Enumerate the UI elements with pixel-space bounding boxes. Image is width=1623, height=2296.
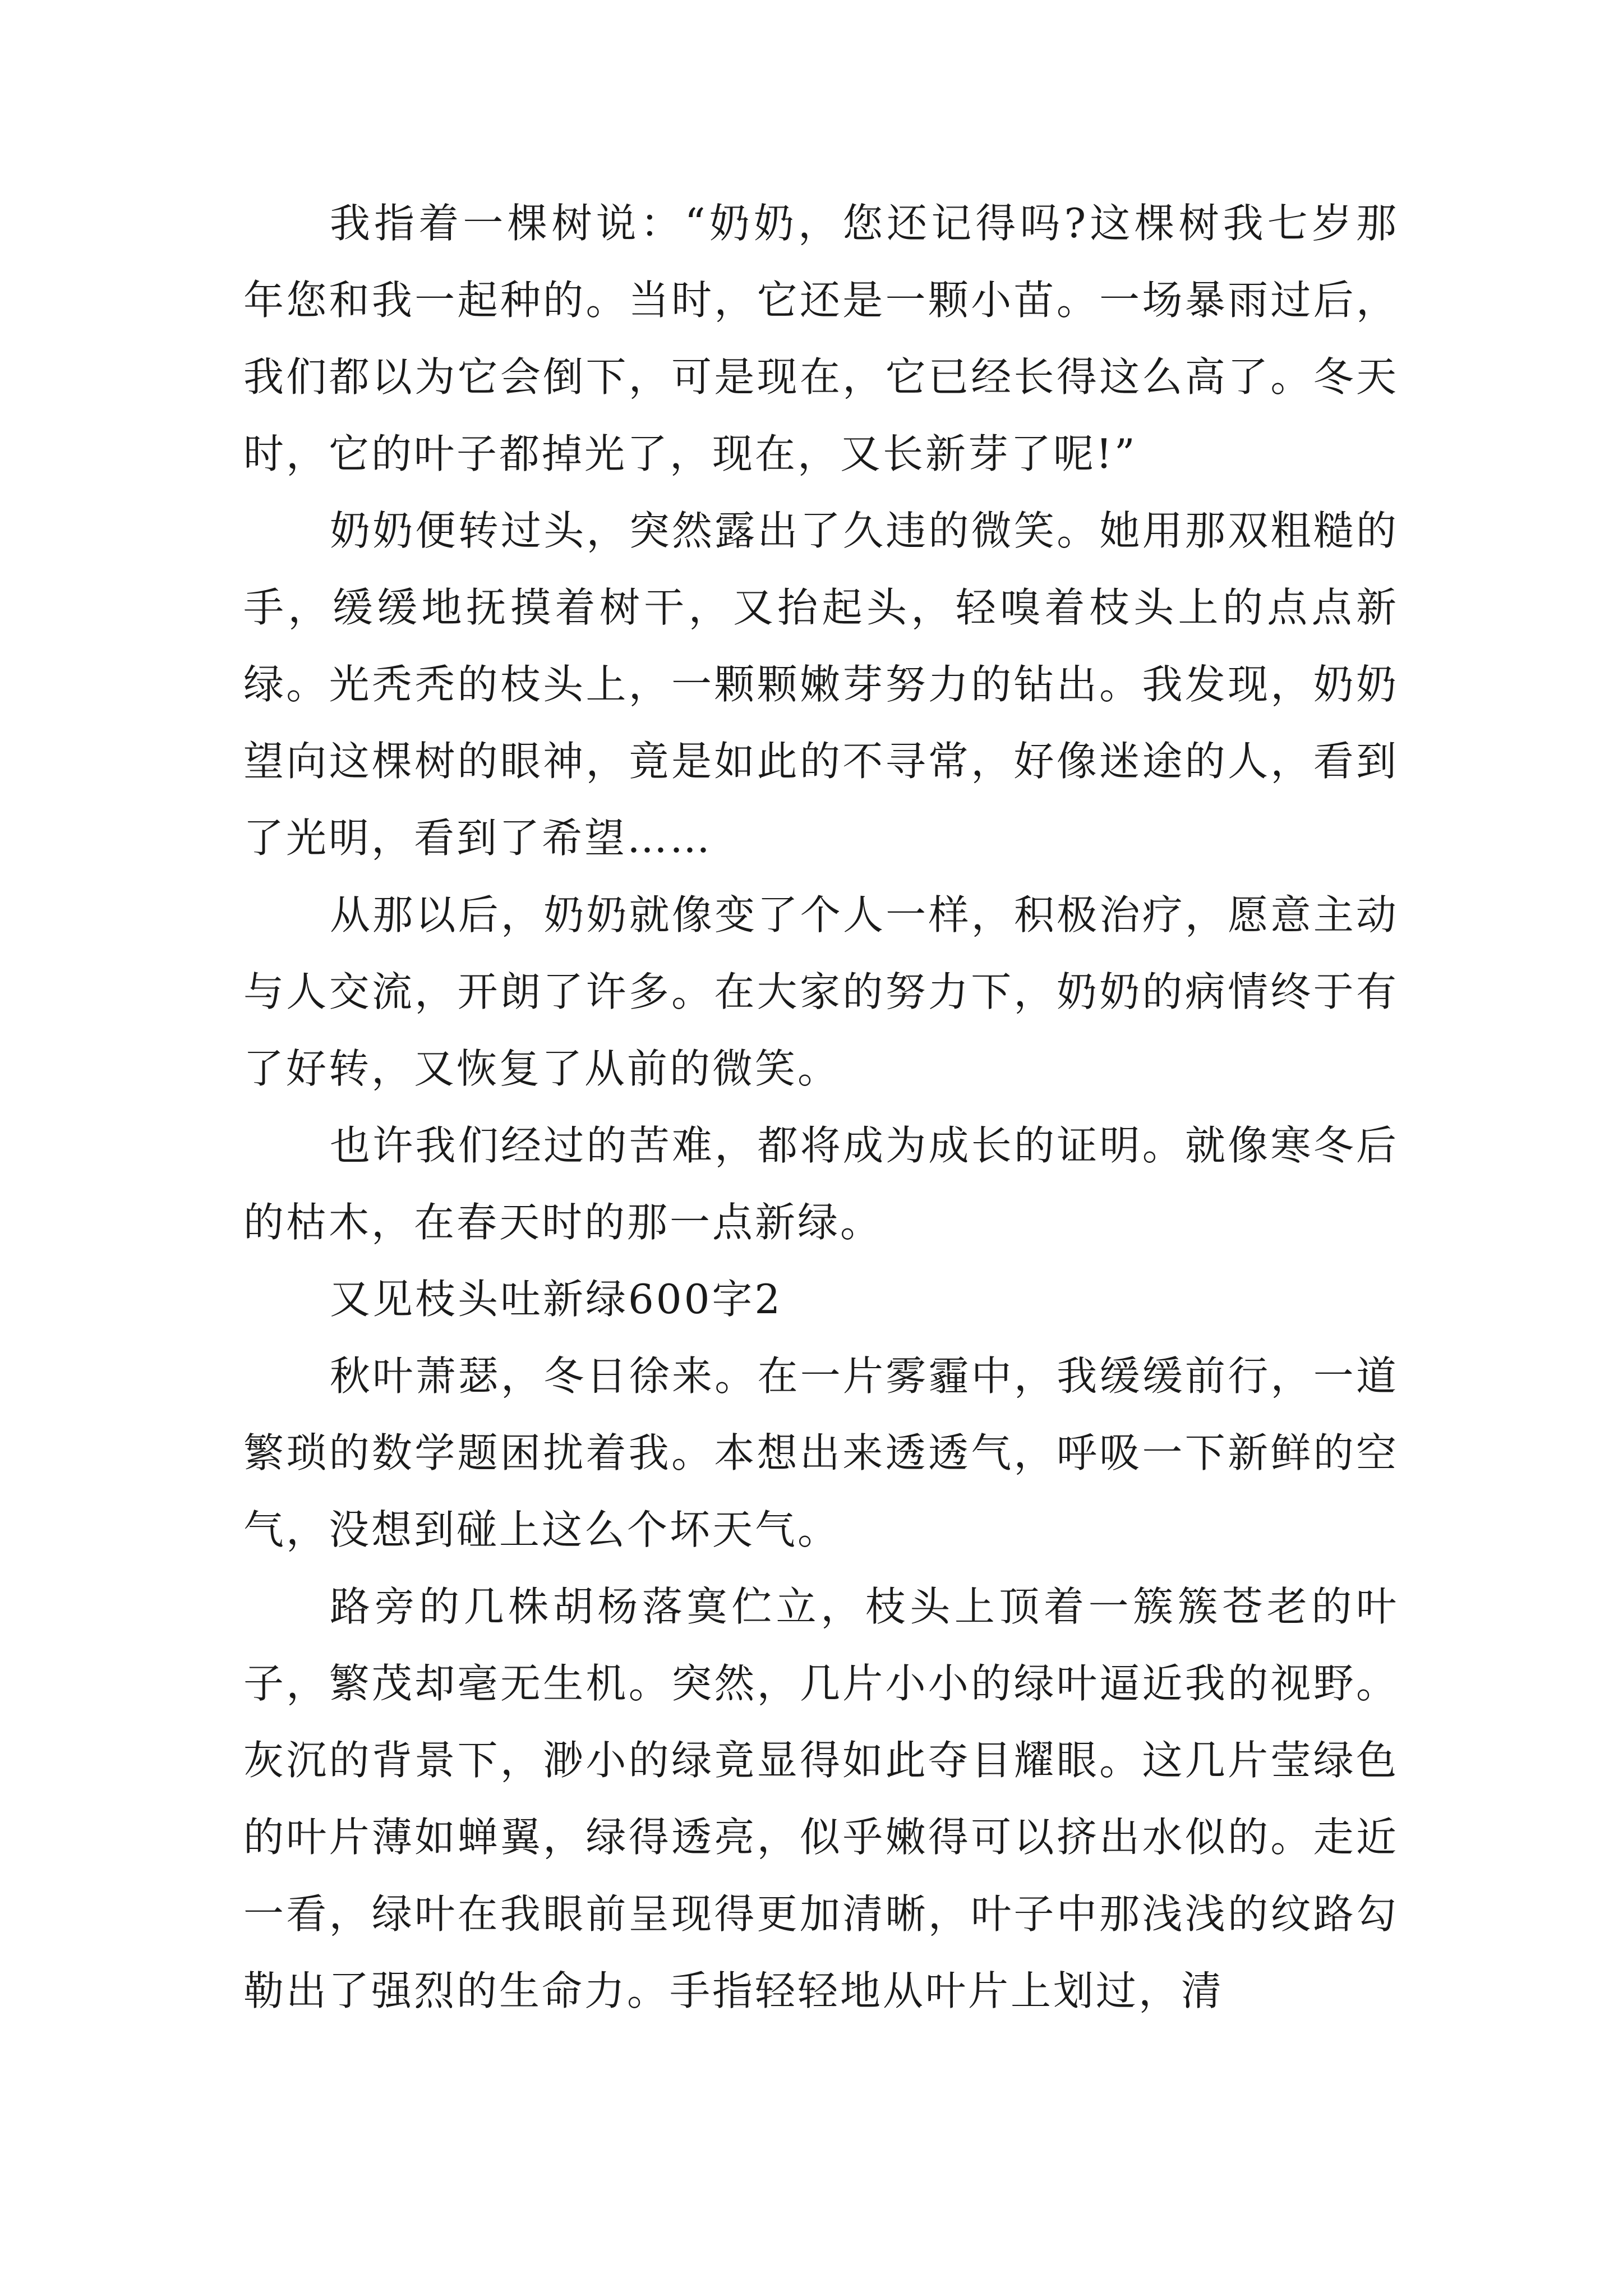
paragraph-5: 秋叶萧瑟，冬日徐来。在一片雾霾中，我缓缓前行，一道繁琐的数学题困扰着我。本想出来透透气，呼吸一下新鲜的空气，没想到碰上这么个坏天气。 bbox=[243, 1352, 1399, 1553]
paragraph-4: 也许我们经过的苦难，都将成为成长的证明。就像寒冬后的枯木，在春天时的那一点新绿。 bbox=[243, 1122, 1399, 1246]
paragraph-3: 从那以后，奶奶就像变了个人一样，积极治疗，愿意主动与人交流，开朗了许多。在大家的努力下，奶奶的病情终于有了好转，又恢复了从前的微笑。 bbox=[243, 891, 1399, 1092]
paragraph-6: 路旁的几株胡杨落寞伫立，枝头上顶着一簇簇苍老的叶子，繁茂却毫无生机。突然，几片小小的绿叶逼近我的视野。灰沉的背景下，渺小的绿竟显得如此夺目耀眼。这几片莹绿色的叶片薄如蝉翼，绿得透亮，似乎嫩得可以挤出水似的。走近一看，绿叶在我眼前呈现得更加清晰，叶子中那浅浅的纹路勾勒出了强烈的生命力。手指轻轻地从叶片上划过，清 bbox=[243, 1583, 1399, 2014]
section-title: 又见枝头吐新绿600字2 bbox=[330, 1276, 783, 1323]
document-body bbox=[243, 185, 1399, 2030]
paragraph-1: 我指着一棵树说：“奶奶，您还记得吗?这棵树我七岁那年您和我一起种的。当时，它还是一颗小苗。一场暴雨过后，我们都以为它会倒下，可是现在，它已经长得这么高了。冬天时，它的叶子都掉光了，现在，又长新芽了呢!” bbox=[243, 200, 1399, 477]
paragraph-2: 奶奶便转过头，突然露出了久违的微笑。她用那双粗糙的手，缓缓地抚摸着树干，又抬起头，轻嗅着枝头上的点点新绿。光秃秃的枝头上，一颗颗嫩芽努力的钻出。我发现，奶奶望向这棵树的眼神，竟是如此的不寻常，好像迷途的人，看到了光明，看到了希望…… bbox=[243, 507, 1399, 862]
